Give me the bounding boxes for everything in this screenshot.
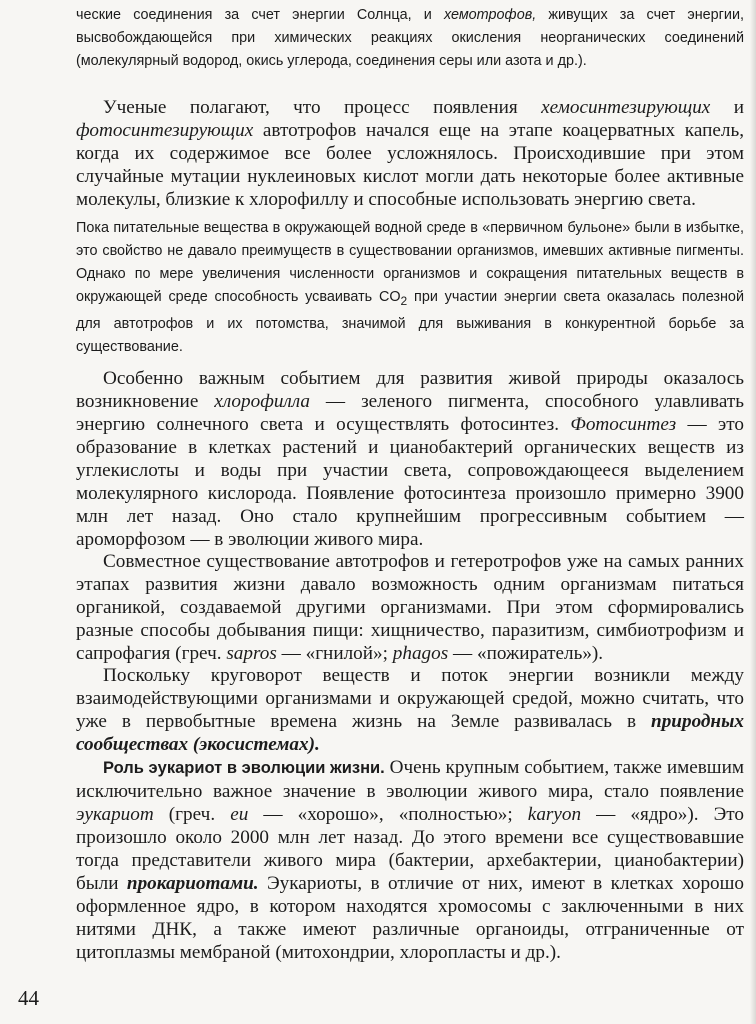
text-run: Эукариоты, в отличие от них, имеют в клетках хорошо оформленное ядро, в котором находятся хромосомы с заключенными в них нитями ДНК, а также имеют различные органоиды, отграниченные от цитоплазмы мембраной (митохондрии, хлоропласты и др.). (76, 873, 744, 963)
text-run: — «пожиратель»). (448, 643, 604, 664)
term-prokaryotes: прокариотами. (126, 873, 259, 894)
text-run: живущих за счет энергии, высвобождающейся при химических реакциях окисления неорганических соединений (молекулярный водород, окись углерода, соединения серы или азота и др.). (76, 7, 744, 69)
subscript: 2 (400, 293, 408, 308)
text-run: Пока питательные вещества в окружающей водной среде в «первичном бульоне» были в избытке, это свойство не давало преимуществ в существовании организмов, имевших активные пигменты. Однако по мере увеличения численности организмов и сокращения питательных веществ в окружающей среде способность усваивать CO (76, 220, 744, 305)
term-sapros: sapros (226, 643, 277, 664)
paragraph-eukaryotes (76, 756, 744, 964)
text-run: Особенно важным событием для развития живой природы оказалось возникновение (76, 368, 744, 412)
text-run: автотрофов начался еще на этапе коацерватных капель, когда их содержимое все более усложнялось. Происходившие при этом случайные мутации нуклеиновых кислот могли дать некоторые более активные молекулы, близкие к хлорофиллу и способные использовать энергию света. (76, 120, 744, 210)
paragraph-coexistence (76, 550, 744, 665)
term-eukaryotes: эукариот (76, 804, 154, 825)
term-photosynthesizing: фотосинтезирующих (76, 120, 254, 141)
term-eu: eu (230, 804, 249, 825)
text-run: Ученые полагают, что процесс появления (103, 97, 542, 118)
term-chemotrophs: хемотрофов, (443, 7, 537, 23)
term-karyon: karyon (527, 804, 582, 825)
paragraph-chlorophyll (76, 367, 744, 551)
term-phagos: phagos (392, 643, 449, 664)
paragraph-primary-broth (76, 217, 744, 359)
page-edge-shadow (750, 0, 756, 1024)
text-run: — зеленого пигмента, способного улавливать энергию солнечного света и осуществлять фотосинтез. (76, 391, 745, 435)
text-run: Поскольку круговорот веществ и поток энергии возникли между взаимодействующими организмами и окружающей средой, можно считать, что уже в первобытные времена жизнь на Земле развивалась в (76, 665, 744, 732)
term-chemosynthesizing: хемосинтезирующих (541, 97, 711, 118)
text-run: Совместное существование автотрофов и гетеротрофов уже на самых ранних этапах развития жизни давало возможность одним организмам питаться органикой, создаваемой другими организмами. При этом сформировались разные способы добывания пищи: хищничество, паразитизм, симбиотрофизм и сапрофагия (греч. (76, 551, 744, 664)
paragraph-ecosystems (76, 664, 744, 756)
term-photosynthesis: Фотосинтез (570, 414, 677, 435)
text-run: — это образование в клетках растений и цианобактерий органических веществ из углекислоты и воды при участии света, сопровождающееся выделением молекулярного кислорода. Появление фотосинтеза произошло примерно 3900 млн лет назад. Оно стало крупнейшим прогрессивным событием — ароморфозом — в эволюции живого мира. (76, 414, 744, 550)
text-run: при участии энергии света оказалась полезной для автотрофов и их потомства, значимой для выживания в конкурентной борьбе за существование. (76, 289, 744, 355)
text-run: — «ядро»). Это произошло около 2000 млн лет назад. До этого времени все существовавшие тогда представители живого мира (бактерии, архебактерии, цианобактерии) были (76, 804, 745, 894)
paragraph-chemotrophs (76, 4, 744, 73)
text-run: (греч. (153, 804, 231, 825)
text-run: — «гнилой»; (276, 643, 393, 664)
section-heading: Роль эукариот в эволюции жизни. (103, 759, 385, 777)
text-run: Очень крупным событием, также имевшим исключительно важное значение в эволюции живого мира, стало появление (76, 757, 744, 802)
text-run: ческие соединения за счет энергии Солнца, и (76, 7, 444, 23)
paragraph-autotrophs-origin (76, 96, 744, 211)
text-run: — «хорошо», «полностью»; (248, 804, 528, 825)
term-natural-communities: природных сообществах (экосистемах). (76, 711, 744, 755)
text-run: и (710, 97, 744, 118)
page-number: 44 (18, 986, 39, 1010)
term-chlorophyll: хлорофилла (214, 391, 310, 412)
